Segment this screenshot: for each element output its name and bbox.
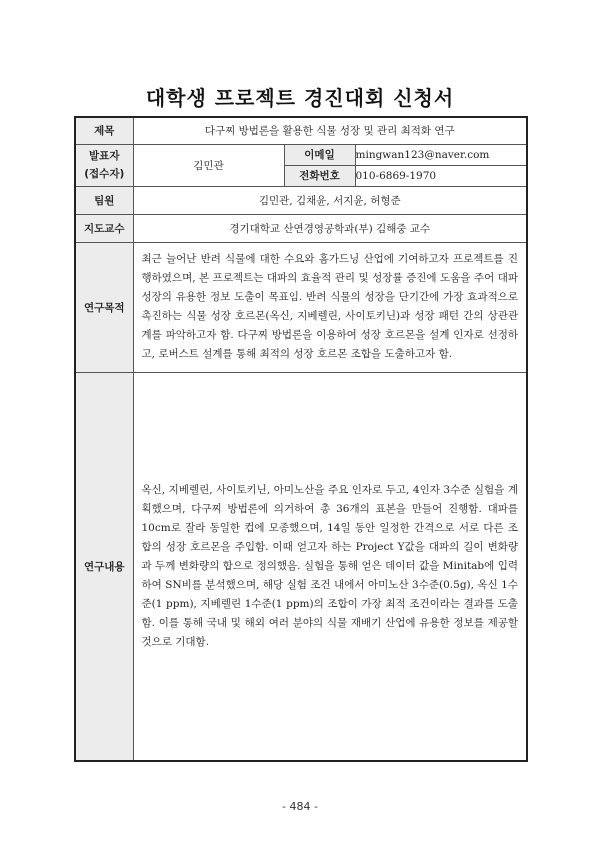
email-value: mingwan123@naver.com — [355, 144, 527, 165]
presenter-row-email — [75, 144, 527, 165]
purpose-text: 최근 늘어난 반려 식물에 대한 수요와 홈가드닝 산업에 기여하고자 프로젝트를 진행하였으며, 본 프로젝트는 대파의 효율적 관리 및 성장률 증진에 도움을 주어 대파 성장의 유용한 정보 도출이 목표임. 반려 식물의 성장을 단기간에 가장 효과적으로 촉진하는 식물 성장 호르몬(옥신, 지베렐린, 사이토키닌)과 성장 패턴 간의 상관관계를 파악하고자 함. 다구찌 방법론을 이용하여 성장 호르몬을 설계 인자로 선정하고, 로버스트 설계를 통해 최적의 성장 호르몬 조합을 도출하고자 함. — [141, 253, 519, 360]
phone-value: 010-6869-1970 — [355, 165, 527, 186]
presenter-label — [75, 144, 133, 186]
team-row — [75, 186, 527, 214]
team-value: 김민관, 김채윤, 서지윤, 허형준 — [133, 186, 527, 214]
subject-row — [75, 117, 527, 144]
advisor-label: 지도교수 — [75, 214, 133, 242]
application-form-table — [74, 116, 528, 762]
content-label: 연구내용 — [75, 372, 133, 761]
subject-value: 다구찌 방법론을 활용한 식물 성장 및 관리 최적화 연구 — [133, 117, 527, 144]
email-label: 이메일 — [284, 144, 355, 165]
team-label: 팀원 — [75, 186, 133, 214]
advisor-value: 경기대학교 산연경영공학과(부) 김해중 교수 — [133, 214, 527, 242]
presenter-label-line2: (접수자) — [84, 168, 125, 180]
advisor-row — [75, 214, 527, 242]
phone-label: 전화번호 — [284, 165, 355, 186]
presenter-name: 김민관 — [133, 144, 284, 186]
purpose-cell — [133, 242, 527, 372]
content-text: 옥신, 지베렐린, 사이토키닌, 아미노산을 주요 인자로 두고, 4인자 3수준 실험을 계획했으며, 다구찌 방법론에 의거하여 총 36개의 표본을 만들어 진행함. 대파를 10cm로 잘라 동일한 컵에 모종했으며, 14일 동안 일정한 간격으로 서로 다른 조합의 성장 호르몬을 주입함. 이때 얻고자 하는 Project Y값을 대파의 길이 변화량과 두께 변화량의 합으로 정의했음. 실험을 통해 얻은 데이터 값을 Minitab에 입력하여 SN비를 분석했으며, 해당 실험 조건 내에서 아미노산 3수준(0.5g), 옥신 1수준(1 ppm), 지베렐린 1수준(1 ppm)의 조합이 가장 최적 조건이라는 결과를 도출함. 이를 통해 국내 및 해외 여러 분야의 식물 재배기 산업에 유용한 정보를 제공할 것으로 기대함. — [141, 483, 519, 648]
page-title: 대학생 프로젝트 경진대회 신청서 — [145, 86, 455, 110]
subject-label: 제목 — [75, 117, 133, 144]
purpose-label: 연구목적 — [75, 242, 133, 372]
content-row — [75, 372, 527, 761]
content-cell — [133, 372, 527, 761]
purpose-row — [75, 242, 527, 372]
presenter-label-line1: 발표자 — [89, 150, 120, 162]
page-number: - 484 - — [282, 800, 318, 813]
